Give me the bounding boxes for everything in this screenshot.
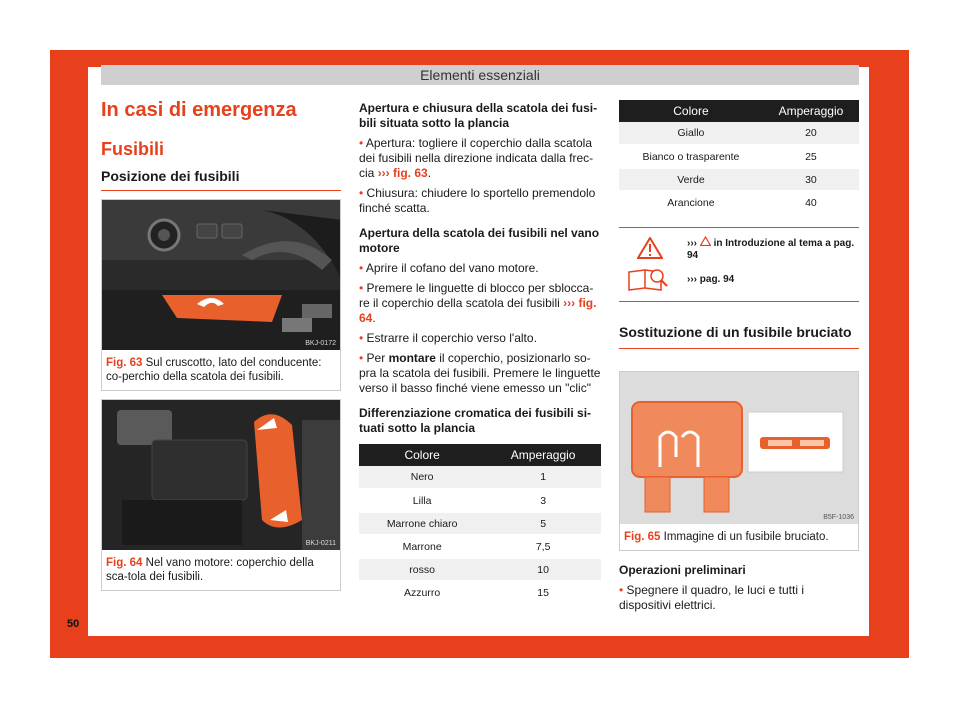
table-row: Arancione 40 — [619, 191, 859, 214]
figure-reference[interactable]: ››› fig. 64 — [359, 296, 597, 325]
table-row: Azzurro 15 — [359, 581, 601, 604]
table-header-color: Colore — [619, 100, 763, 122]
section-title: In casi di emergenza — [101, 99, 297, 121]
figure-number: Fig. 64 — [106, 557, 143, 569]
bullet-press-tabs: • Premere le linguette di blocco per sblocca-re il coperchio della scatola dei fusibili ››› fig. 64. — [359, 281, 597, 325]
bullet-switch-off: • Spegnere il quadro, le luci e tutti i dispositivi elettrici. — [619, 583, 804, 612]
table-row: rosso 10 — [359, 558, 601, 581]
subheading-color-code: Differenziazione cromatica dei fusibili si-tuati sotto la plancia — [359, 406, 592, 435]
table-row: Bianco o trasparente 25 — [619, 145, 859, 168]
bullet-mount-cover: • Per montare il coperchio, posizionarlo so-pra la scatola dei fusibili. Premere le linguette verso il basso finché viene emesso un "clic" — [359, 351, 601, 395]
column-middle — [359, 101, 601, 605]
figure-number: Fig. 63 — [106, 357, 143, 369]
topic-title: Posizione dei fusibili — [101, 168, 341, 191]
page-reference[interactable]: ››› pag. 94 — [687, 274, 735, 285]
warning-triangle-icon — [637, 237, 663, 259]
warning-reference[interactable]: ››› in Introduzione al tema a pag. 94 — [687, 238, 855, 261]
caption-text: Nel vano motore: coperchio della sca-tola dei fusibili. — [106, 557, 314, 583]
caption-text: Sul cruscotto, lato del conducente: co-perchio della scatola dei fusibili. — [106, 357, 322, 383]
fuse-color-table — [359, 444, 601, 605]
bullet-open-hood: • Aprire il cofano del vano motore. — [359, 261, 539, 275]
column-left — [101, 98, 341, 591]
table-row: Lilla 3 — [359, 489, 601, 512]
page-header: Elementi essenziali — [101, 65, 859, 85]
figure-caption — [102, 350, 340, 390]
figure-65 — [619, 371, 859, 551]
figure-reference[interactable]: ››› fig. 63 — [377, 166, 428, 180]
bullet-closing: • Chiusura: chiudere lo sportello premendolo finché scatta. — [359, 186, 596, 215]
image-code: B5F-1036 — [823, 514, 854, 521]
fuse-color-table-continued — [619, 100, 859, 215]
dashboard-fusebox-photo — [102, 200, 340, 350]
table-row: Giallo 20 — [619, 122, 859, 145]
warning-box — [619, 227, 859, 302]
image-code: BKJ-0211 — [305, 540, 336, 547]
figure-63 — [101, 199, 341, 391]
table-row: Marrone 7,5 — [359, 535, 601, 558]
image-code: BKJ-0172 — [305, 340, 336, 347]
figure-64 — [101, 399, 341, 591]
table-header-color: Colore — [359, 444, 485, 466]
caption-text: Immagine di un fusibile bruciato. — [663, 531, 829, 543]
bullet-opening: • Apertura: togliere il coperchio dalla scatola dei fusibili nella direzione indicata dalla frec-cia ››› fig. 63. — [359, 136, 594, 180]
subheading-engine-box: Apertura della scatola dei fusibili nel vano motore — [359, 226, 600, 255]
note-book-icon — [627, 266, 671, 292]
figure-caption — [620, 524, 858, 550]
warning-small-icon — [700, 236, 711, 246]
column-right — [619, 100, 859, 613]
table-row: Nero 1 — [359, 466, 601, 489]
subheading-preliminary: Operazioni preliminari — [619, 563, 746, 577]
table-row: Marrone chiaro 5 — [359, 512, 601, 535]
blown-fuse-illustration — [620, 372, 858, 524]
subheading-open-close: Apertura e chiusura della scatola dei fusi-bili situata sotto la plancia — [359, 101, 598, 130]
bullet-pull-cover: • Estrarre il coperchio verso l'alto. — [359, 331, 537, 345]
figure-caption — [102, 550, 340, 590]
table-header-amperage: Amperaggio — [485, 444, 601, 466]
replace-fuse-title: Sostituzione di un fusibile bruciato — [619, 324, 859, 349]
subsection-title: Fusibili — [101, 139, 164, 159]
page-number: 50 — [67, 618, 80, 630]
engine-fusebox-photo — [102, 400, 340, 550]
table-row: Verde 30 — [619, 168, 859, 191]
table-header-amperage: Amperaggio — [763, 100, 859, 122]
figure-number: Fig. 65 — [624, 531, 661, 543]
